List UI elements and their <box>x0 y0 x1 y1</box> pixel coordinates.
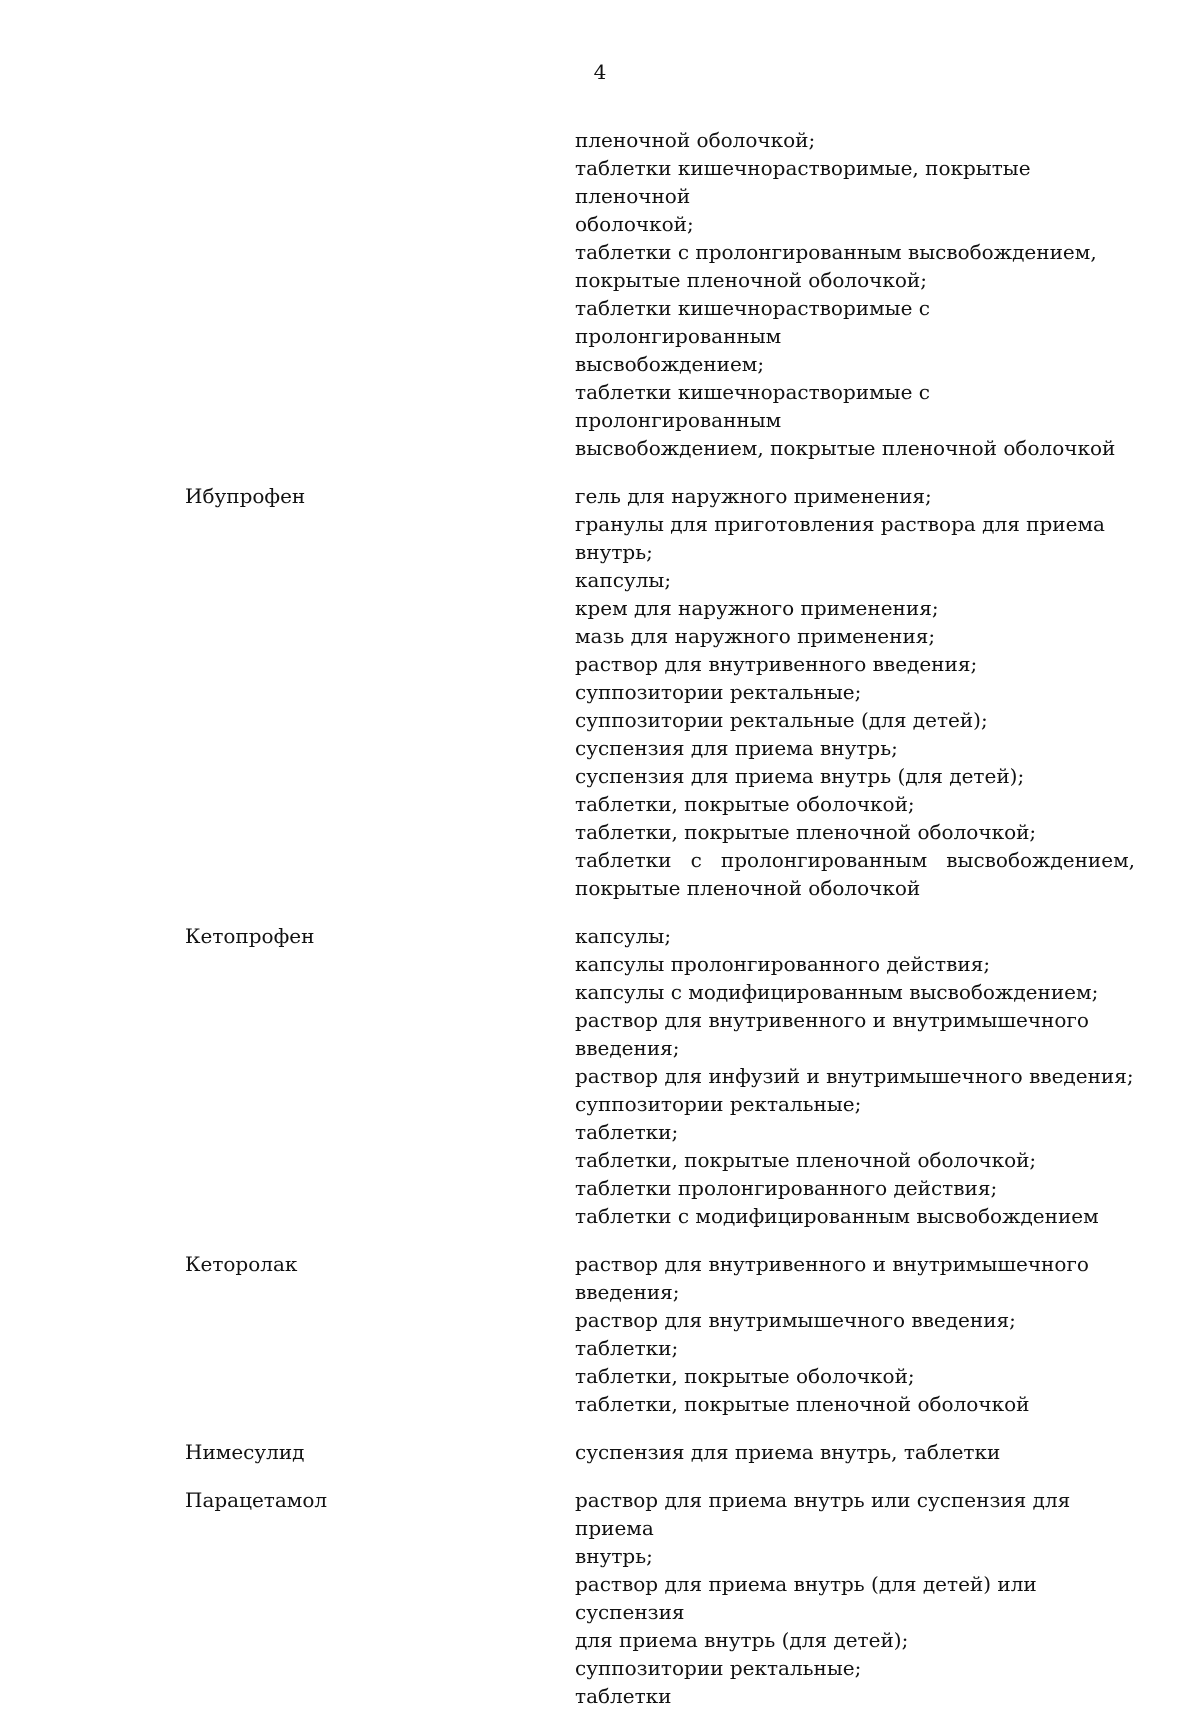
drug-entry-nimesulide <box>185 1438 1135 1466</box>
dosage-form-line: таблетки пролонгированного действия; <box>575 1176 998 1200</box>
dosage-form-line: таблетки кишечнорастворимые с пролонгированным <box>575 296 930 348</box>
dosage-form-line: гранулы для приготовления раствора для приема <box>575 512 1105 536</box>
drug-entry-ketorolac <box>185 1250 1135 1418</box>
dosage-forms-list <box>575 1438 1135 1466</box>
drug-name: Кеторолак <box>185 1252 298 1276</box>
dosage-form-line: оболочкой; <box>575 212 694 236</box>
dosage-form-line: раствор для приема внутрь или суспензия для приема <box>575 1488 1071 1540</box>
dosage-form-line: мазь для наружного применения; <box>575 624 936 648</box>
dosage-form-line: суппозитории ректальные; <box>575 1656 862 1680</box>
drug-entry-continuation <box>185 126 1135 462</box>
dosage-form-line: крем для наружного применения; <box>575 596 939 620</box>
dosage-form-line: внутрь; <box>575 1544 653 1568</box>
dosage-form-line: суппозитории ректальные; <box>575 680 862 704</box>
dosage-form-line: суспензия для приема внутрь, таблетки <box>575 1440 1001 1464</box>
dosage-form-line: высвобождением; <box>575 352 765 376</box>
dosage-form-line: раствор для внутривенного и внутримышечного <box>575 1008 1089 1032</box>
dosage-form-line: таблетки; <box>575 1120 679 1144</box>
drug-entry-paracetamol <box>185 1486 1135 1710</box>
drug-entry-ketoprofen <box>185 922 1135 1230</box>
dosage-forms-list <box>575 1486 1135 1710</box>
dosage-form-line: гель для наружного применения; <box>575 484 932 508</box>
dosage-forms-list <box>575 1250 1135 1418</box>
dosage-form-line: суппозитории ректальные; <box>575 1092 862 1116</box>
dosage-forms-list <box>575 126 1135 462</box>
dosage-form-line: таблетки, покрытые пленочной оболочкой <box>575 1392 1030 1416</box>
dosage-form-line: таблетки с пролонгированным высвобождением, <box>575 848 1135 872</box>
drug-name: Ибупрофен <box>185 484 306 508</box>
drug-name: Нимесулид <box>185 1440 305 1464</box>
dosage-form-line: покрытые пленочной оболочкой <box>575 876 921 900</box>
dosage-form-line: пленочной оболочкой; <box>575 128 816 152</box>
dosage-form-line: для приема внутрь (для детей); <box>575 1628 909 1652</box>
dosage-forms-list <box>575 482 1135 902</box>
drug-name: Парацетамол <box>185 1488 328 1512</box>
dosage-form-line: таблетки, покрытые оболочкой; <box>575 1364 915 1388</box>
dosage-form-line: таблетки, покрытые пленочной оболочкой; <box>575 1148 1037 1172</box>
dosage-form-line: таблетки кишечнорастворимые с пролонгированным <box>575 380 930 432</box>
dosage-form-line: введения; <box>575 1036 680 1060</box>
dosage-form-line: таблетки кишечнорастворимые, покрытые пленочной <box>575 156 1031 208</box>
dosage-form-line: раствор для внутривенного и внутримышечного <box>575 1252 1089 1276</box>
dosage-form-line: введения; <box>575 1280 680 1304</box>
dosage-form-line: таблетки; <box>575 1336 679 1360</box>
dosage-form-line: капсулы; <box>575 924 672 948</box>
dosage-form-line: высвобождением, покрытые пленочной оболочкой <box>575 436 1116 460</box>
dosage-form-line: капсулы пролонгированного действия; <box>575 952 991 976</box>
drug-name: Кетопрофен <box>185 924 315 948</box>
dosage-form-line: раствор для внутривенного введения; <box>575 652 978 676</box>
dosage-form-line: суспензия для приема внутрь (для детей); <box>575 764 1025 788</box>
dosage-form-line: суспензия для приема внутрь; <box>575 736 898 760</box>
dosage-form-line: раствор для инфузий и внутримышечного введения; <box>575 1064 1134 1088</box>
dosage-form-line: капсулы с модифицированным высвобождением; <box>575 980 1099 1004</box>
dosage-form-line: раствор для приема внутрь (для детей) или суспензия <box>575 1572 1037 1624</box>
dosage-form-line: таблетки с пролонгированным высвобождением, <box>575 240 1097 264</box>
drug-name <box>185 126 575 462</box>
dosage-form-line: суппозитории ректальные (для детей); <box>575 708 988 732</box>
dosage-form-line: внутрь; <box>575 540 653 564</box>
dosage-form-line: раствор для внутримышечного введения; <box>575 1308 1016 1332</box>
dosage-form-line: таблетки, покрытые пленочной оболочкой; <box>575 820 1037 844</box>
dosage-form-line: капсулы; <box>575 568 672 592</box>
dosage-form-line: таблетки, покрытые оболочкой; <box>575 792 915 816</box>
page-number: 4 <box>593 60 607 84</box>
drug-entry-ibuprofen <box>185 482 1135 902</box>
dosage-forms-list <box>575 922 1135 1230</box>
dosage-form-line: таблетки с модифицированным высвобождением <box>575 1204 1099 1228</box>
dosage-form-line: покрытые пленочной оболочкой; <box>575 268 927 292</box>
dosage-form-line: таблетки <box>575 1684 672 1708</box>
drug-forms-list <box>185 126 1135 1730</box>
